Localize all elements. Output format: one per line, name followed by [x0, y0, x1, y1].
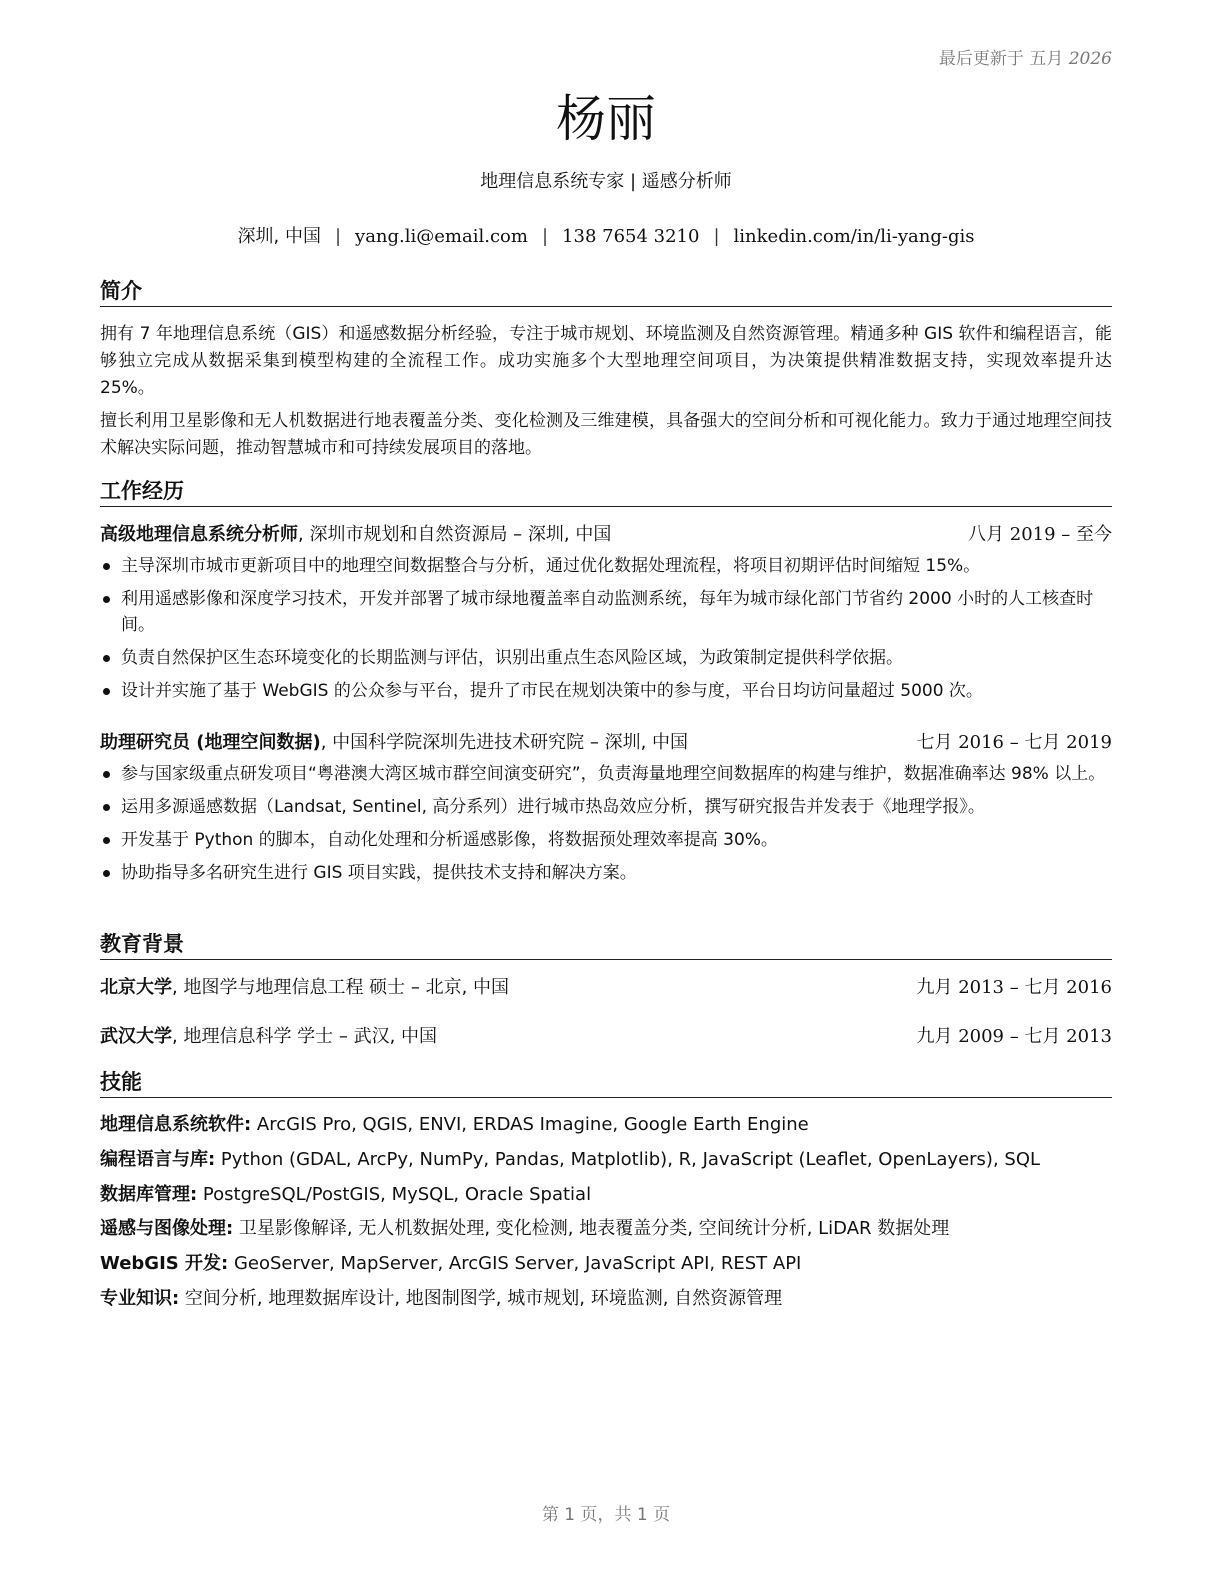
summary-paragraph: 擅长利用卫星影像和无人机数据进行地表覆盖分类、变化检测及三维建模，具备强大的空间分析和可视化能力。致力于通过地理空间技术解决实际问题，推动智慧城市和可持续发展项目的落地。 [100, 411, 1112, 458]
job-bullets [100, 553, 1112, 711]
skill-row [100, 1216, 1112, 1242]
contact-email-link[interactable]: yang.li@email.com [355, 226, 528, 247]
candidate-name: 杨丽 [556, 90, 656, 148]
skill-values: ArcGIS Pro, QGIS, ENVI, ERDAS Imagine, Google Earth Engine [251, 1114, 809, 1135]
education-date: 九月 2009 – 七月 2013 [916, 1026, 1112, 1047]
contact-separator: | [334, 226, 342, 247]
job-bullet: 负责自然保护区生态环境变化的长期监测与评估，识别出重点生态风险区域，为政策制定提供科学依据。 [100, 645, 1112, 671]
degree-detail: , 地理信息科学 学士 – 武汉, 中国 [172, 1026, 438, 1047]
job-title: 高级地理信息系统分析师 [100, 524, 298, 545]
education-item [100, 975, 1112, 1001]
job-bullet: 利用遥感影像和深度学习技术，开发并部署了城市绿地覆盖率自动监测系统，每年为城市绿化部门节省约 2000 小时的人工核查时间。 [100, 586, 1112, 638]
job-bullet: 开发基于 Python 的脚本，自动化处理和分析遥感影像，将数据预处理效率提高 30%。 [100, 827, 1112, 853]
job-bullet: 协助指导多名研究生进行 GIS 项目实践，提供技术支持和解决方案。 [100, 860, 1112, 886]
skill-row [100, 1147, 1112, 1173]
job-organization: , 深圳市规划和自然资源局 – 深圳, 中国 [298, 524, 612, 545]
section-title-skills: 技能 [100, 1069, 1112, 1098]
section-title-experience: 工作经历 [100, 478, 1112, 507]
job-bullet: 主导深圳市城市更新项目中的地理空间数据整合与分析，通过优化数据处理流程，将项目初期评估时间缩短 15%。 [100, 553, 1112, 579]
contact-linkedin-link[interactable]: linkedin.com/in/li-yang-gis [733, 226, 975, 247]
skill-category: 地理信息系统软件: [100, 1114, 252, 1135]
school-name: 武汉大学 [100, 1026, 172, 1047]
summary-paragraph: 拥有 7 年地理信息系统（GIS）和遥感数据分析经验，专注于城市规划、环境监测及自然资源管理。精通多种 GIS 软件和编程语言，能够独立完成从数据采集到模型构建的全流程工作。成功实施多个大型地理空间项目，为决策提供精准数据支持，实现效率提升达 25%。 [100, 324, 1112, 398]
job-bullets [100, 761, 1112, 893]
skill-row [100, 1251, 1112, 1277]
contact-separator: | [541, 226, 549, 247]
skill-category: 编程语言与库: [100, 1149, 216, 1170]
contact-location: 深圳, 中国 [237, 226, 321, 247]
last-updated [939, 44, 1112, 69]
section-title-summary: 简介 [100, 278, 1112, 307]
skill-category: 专业知识: [100, 1288, 180, 1309]
job-header [100, 522, 1112, 548]
job-date: 七月 2016 – 七月 2019 [916, 732, 1112, 753]
job-title: 助理研究员 (地理空间数据) [100, 732, 321, 753]
skill-category: 遥感与图像处理: [100, 1218, 234, 1239]
job-bullet: 运用多源遥感数据（Landsat, Sentinel, 高分系列）进行城市热岛效应分析，撰写研究报告并发表于《地理学报》。 [100, 794, 1112, 820]
last-updated-year: 2026 [1068, 49, 1112, 69]
resume-page [100, 0, 1112, 1584]
job-header [100, 730, 1112, 756]
skill-row [100, 1182, 1112, 1208]
skill-values: 空间分析, 地理数据库设计, 地图制图学, 城市规划, 环境监测, 自然资源管理 [179, 1288, 783, 1309]
skill-category: WebGIS 开发: [100, 1253, 229, 1274]
skill-values: GeoServer, MapServer, ArcGIS Server, JavaScript API, REST API [228, 1253, 802, 1274]
degree-detail: , 地图学与地理信息工程 硕士 – 北京, 中国 [172, 977, 510, 998]
job-bullet: 参与国家级重点研发项目“粤港澳大湾区城市群空间演变研究”，负责海量地理空间数据库的构建与维护，数据准确率达 98% 以上。 [100, 761, 1112, 787]
skill-row [100, 1112, 1112, 1138]
skill-row [100, 1286, 1112, 1312]
skill-category: 数据库管理: [100, 1184, 198, 1205]
contact-phone: 138 7654 3210 [562, 226, 700, 247]
education-item [100, 1024, 1112, 1050]
skill-values: 卫星影像解译, 无人机数据处理, 变化检测, 地表覆盖分类, 空间统计分析, LiDAR 数据处理 [233, 1218, 950, 1239]
contact-line [100, 224, 1112, 250]
education-date: 九月 2013 – 七月 2016 [916, 977, 1112, 998]
school-name: 北京大学 [100, 977, 172, 998]
job-bullet: 设计并实施了基于 WebGIS 的公众参与平台，提升了市民在规划决策中的参与度，平台日均访问量超过 5000 次。 [100, 678, 1112, 704]
page-number: 第 1 页，共 1 页 [541, 1505, 671, 1525]
job-organization: , 中国科学院深圳先进技术研究院 – 深圳, 中国 [320, 732, 689, 753]
contact-separator: | [713, 226, 720, 247]
skill-values: Python (GDAL, ArcPy, NumPy, Pandas, Matplotlib), R, JavaScript (Leaflet, OpenLayers), SQL [215, 1149, 1041, 1170]
skill-values: PostgreSQL/PostGIS, MySQL, Oracle Spatial [197, 1184, 592, 1205]
last-updated-label: 最后更新于 五月 [938, 49, 1064, 69]
section-title-education: 教育背景 [100, 931, 1112, 960]
job-date: 八月 2019 – 至今 [968, 524, 1112, 545]
candidate-headline: 地理信息系统专家 | 遥感分析师 [480, 171, 732, 192]
